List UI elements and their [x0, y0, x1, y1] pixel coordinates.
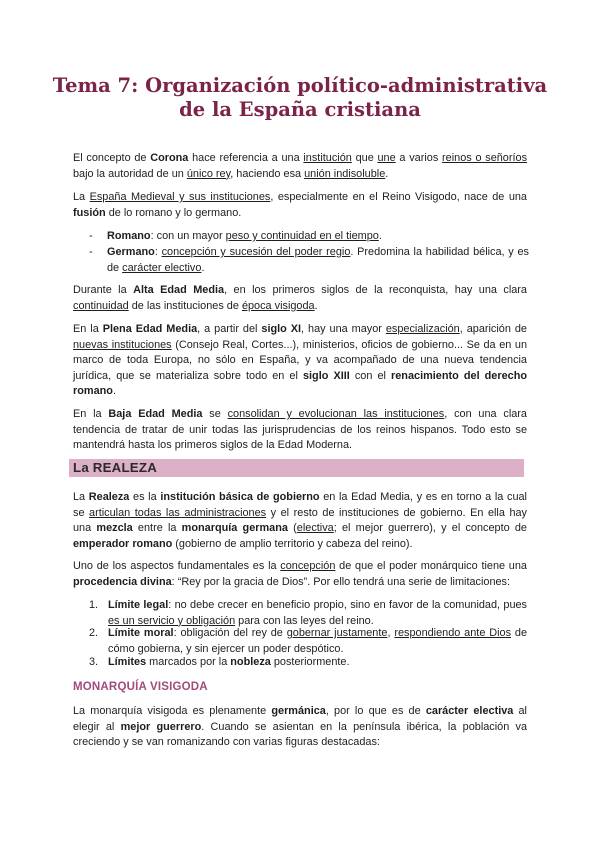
list-item-limite-legal: 1. Límite legal: no debe crecer en beneficio propio, sino en favor de la comunidad, pues es un servicio y obligación para con las leyes del reino. [89, 599, 528, 627]
list-item-germano: - Germano: concepción y sucesión del poder regio. Predomina la habilidad bélica, y es de carácter electivo. [89, 246, 529, 274]
subheading-monarquia-visigoda: MONARQUÍA VISIGODA [73, 681, 208, 693]
list-item-limite-moral: 2. Límite moral: obligación del rey de gobernar justamente, respondiendo ante Dios de cómo gobierna, y sin ejercer un poder despótico. [89, 627, 527, 655]
list-item-romano: - Romano: con un mayor peso y continuidad en el tiempo. [89, 230, 382, 242]
paragraph-espana-medieval: La España Medieval y sus instituciones, especialmente en el Reino Visigodo, nace de una fusión de lo romano y lo germano. [73, 191, 527, 219]
paragraph-realeza: La Realeza es la institución básica de gobierno en la Edad Media, y es en torno a la cual se articulan todas las administraciones y el resto de instituciones de gobierno. En ella hay una mezcla entre la monarquía germana (electiva; el mejor guerrero), y el concepto de emperador romano (gobierno de amplio territorio y cabeza del reino). [73, 491, 528, 550]
paragraph-monarquia-visigoda: La monarquía visigoda es plenamente germánica, por lo que es de carácter electiva al elegir al mejor guerrero. Cuando se asientan en la península ibérica, la población va creciendo y se van romanizando con varias figuras destacadas: [73, 705, 528, 749]
document-title: Tema 7: Organización político-administrativa de la España cristiana [52, 74, 548, 121]
paragraph-baja-edad-media: En la Baja Edad Media se consolidan y evolucionan las instituciones, con una clara tendencia de tratar de unir todas las jurisprudencias de los reinos hispanos. Todo esto se mantendrá hasta los primeros siglos de la Edad Moderna. [73, 408, 527, 452]
paragraph-plena-edad-media: En la Plena Edad Media, a partir del siglo XI, hay una mayor especialización, aparición de nuevas instituciones (Consejo Real, Cortes...), ministerios, oficios de gobierno... Se da en un marco de toda Europa, no sólo en España, y va acompañado de una nueva tendencia jurídica, que se materializa sobre todo en el siglo XIII con el renacimiento del derecho romano. [73, 323, 528, 398]
list-item-limites-nobleza: 3. Límites marcados por la nobleza posteriormente. [89, 656, 350, 668]
paragraph-alta-edad-media: Durante la Alta Edad Media, en los primeros siglos de la reconquista, hay una clara continuidad de las instituciones de época visigoda. [73, 284, 527, 312]
paragraph-procedencia-divina: Uno de los aspectos fundamentales es la concepción de que el poder monárquico tiene una procedencia divina: “Rey por la gracia de Dios”. Por ello tendrá una serie de limitaciones: [73, 560, 527, 588]
section-heading-realeza: La REALEZA [69, 459, 524, 477]
paragraph-corona: El concepto de Corona hace referencia a una institución que une a varios reinos o señoríos bajo la autoridad de un único rey, haciendo esa unión indisoluble. [73, 152, 528, 180]
